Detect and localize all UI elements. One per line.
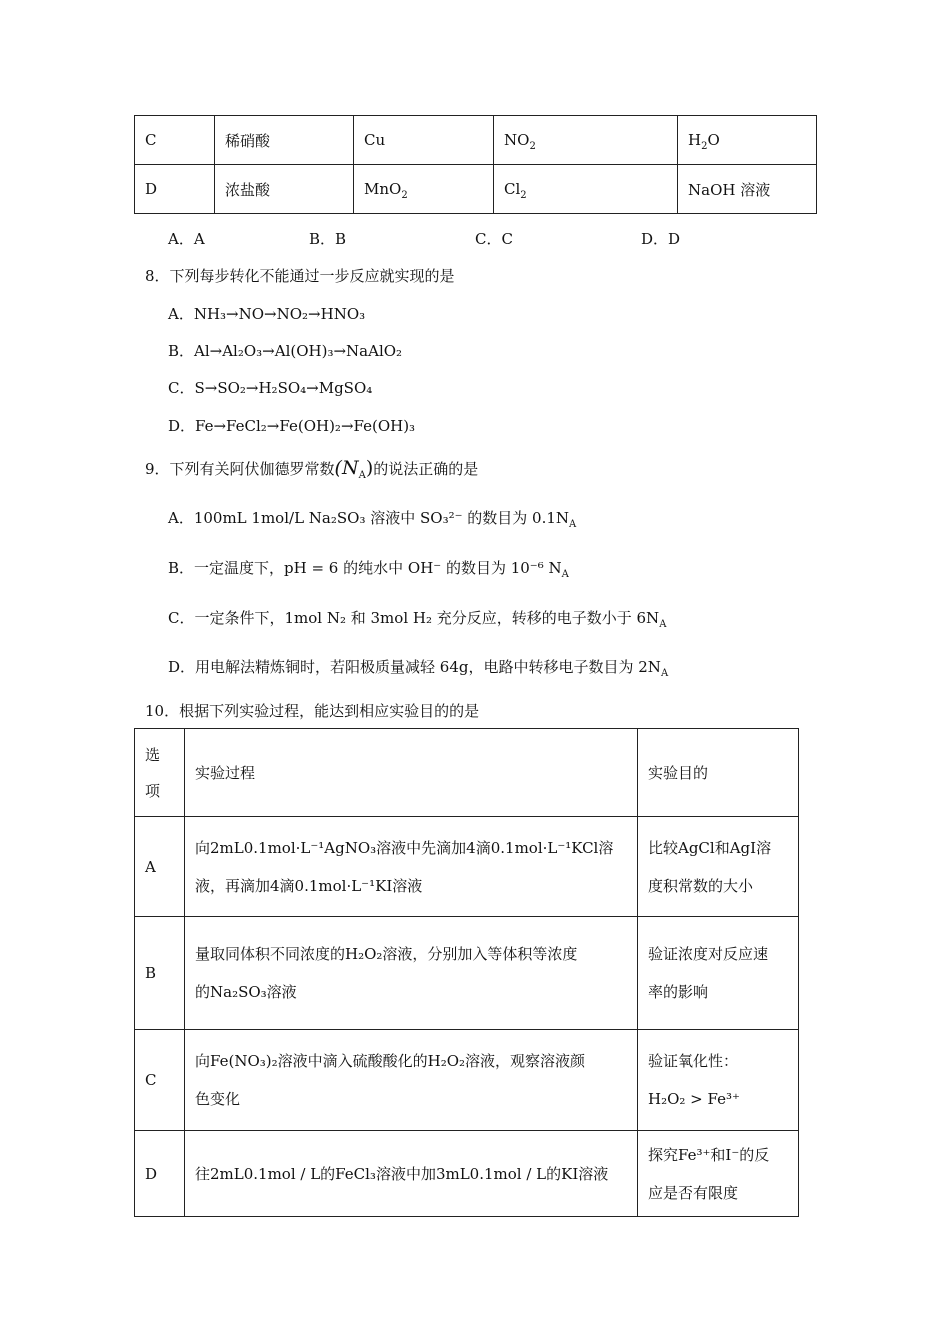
table-cell: Cu (354, 116, 494, 165)
q9-option-c[interactable]: C．一定条件下，1mol N₂ 和 3mol H₂ 充分反应，转移的电子数小于 $6N_A$ (168, 609, 667, 630)
table-cell: $Cl_2$ (494, 165, 678, 214)
table-cell: MnO$_2$ (354, 165, 494, 214)
table-row (135, 116, 817, 165)
q7-option-a[interactable]: A．A (168, 230, 205, 248)
row-option: A (135, 817, 185, 917)
q10-stem: 10．根据下列实验过程，能达到相应实验目的的是 (145, 702, 480, 720)
q8-option-b[interactable]: B．Al→Al₂O₃→Al(OH)₃→NaAlO₂ (168, 342, 403, 360)
row-option: C (135, 1030, 185, 1131)
header-goal: 实验目的 (638, 729, 799, 817)
q7-option-d[interactable]: D．D (641, 230, 681, 248)
q9-option-b[interactable]: B．一定温度下，pH = 6 的纯水中 OH⁻ 的数目为 10⁻⁶ $N_A$ (168, 559, 569, 580)
table-cell: 浓盐酸 (215, 165, 354, 214)
q8-option-a[interactable]: A．NH₃→NO→NO₂→HNO₃ (168, 305, 366, 323)
row-process: 向Fe(NO₃)₂溶液中滴入硫酸酸化的H₂O₂溶液，观察溶液颜 色变化 (185, 1030, 638, 1131)
table-cell: $H_2O$ (678, 116, 817, 165)
q10-experiment-table (134, 728, 799, 1217)
q9-option-d[interactable]: D．用电解法精炼铜时，若阳极质量减轻 64g，电路中转移电子数目为 $2N_A$ (168, 658, 669, 679)
table-cell: NaOH 溶液 (678, 165, 817, 214)
table-row (135, 165, 817, 214)
q7-option-b[interactable]: B．B (309, 230, 347, 248)
q8-option-d[interactable]: D．Fe→FeCl₂→Fe(OH)₂→Fe(OH)₃ (168, 417, 416, 435)
row-goal: 验证氧化性： H₂O₂ > Fe³⁺ (638, 1030, 799, 1131)
row-goal: 探究Fe³⁺和I⁻的反 应是否有限度 (638, 1131, 799, 1217)
q7-option-c[interactable]: C．C (475, 230, 513, 248)
row-process: 量取同体积不同浓度的H₂O₂溶液，分别加入等体积等浓度 的Na₂SO₃溶液 (185, 917, 638, 1030)
table-cell: D (135, 165, 215, 214)
header-process: 实验过程 (185, 729, 638, 817)
q8-option-c[interactable]: C．S→SO₂→H₂SO₄→MgSO₄ (168, 379, 373, 397)
table-row (135, 1131, 799, 1217)
row-goal: 验证浓度对反应速 率的影响 (638, 917, 799, 1030)
q7-reagent-table (134, 115, 817, 214)
table-header-row (135, 729, 799, 817)
table-cell: $NO_2$ (494, 116, 678, 165)
row-process: 往2mL0.1mol / L的FeCl₃溶液中加3mL0.1mol / L的KI溶液 (185, 1131, 638, 1217)
q9-stem: 9．下列有关阿伏伽德罗常数$(N_A)$的说法正确的是 (145, 457, 479, 481)
row-process: 向2mL0.1mol·L⁻¹AgNO₃溶液中先滴加4滴0.1mol·L⁻¹KCl溶 液，再滴加4滴0.1mol·L⁻¹KI溶液 (185, 817, 638, 917)
table-cell: C (135, 116, 215, 165)
row-goal: 比较AgCl和AgI溶 度积常数的大小 (638, 817, 799, 917)
row-option: B (135, 917, 185, 1030)
table-row (135, 917, 799, 1030)
table-cell: 稀硝酸 (215, 116, 354, 165)
q9-option-a[interactable]: A．100mL 1mol/L Na₂SO₃ 溶液中 SO₃²⁻ 的数目为 $0.1N_A$ (168, 509, 577, 530)
table-row (135, 817, 799, 917)
row-option: D (135, 1131, 185, 1217)
table-row (135, 1030, 799, 1131)
header-option: 选项 (135, 729, 185, 817)
q8-stem: 8．下列每步转化不能通过一步反应就实现的是 (145, 267, 455, 285)
